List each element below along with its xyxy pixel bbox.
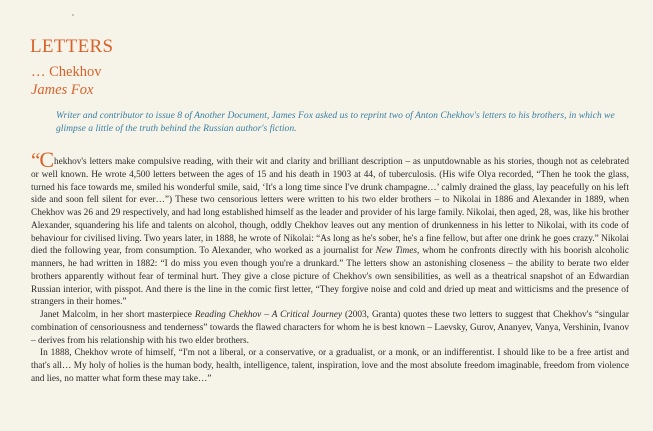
author-name: James Fox: [31, 82, 94, 98]
section-title: LETTERS: [30, 36, 114, 57]
article-subject: … Chekhov: [31, 64, 102, 80]
drop-cap: C: [39, 147, 55, 172]
paragraph-1-italic: New Times: [375, 246, 417, 257]
standfirst: Writer and contributor to issue 8 of Another Document, James Fox asked us to reprint two of Anton Chekhov's letters to his brothers, in which we glimpse a little of the truth behind the Russian author's fiction.: [56, 110, 615, 134]
paragraph-1-text-b: , whom he confronts directly with his boorish alcoholic manners, he had written in 1882: “I do miss you even though you're a drunkard.” The letters show an astonishing closeness – the ability to berate two elder brothers apparently without fear of terminal hurt. They give a close picture of Chekhov's own sensibilities, as well as a theatrical snapshot of an Edwardian Russian interior, with pisspot. And there is the line in the comic first letter, “They forgive noise and cold and dried up meat and witticisms and the presence of strangers in their homes.”: [31, 246, 629, 308]
page-speck: [72, 14, 74, 16]
paragraph-3: In 1888, Chekhov wrote of himself, “I'm not a liberal, or a conservative, or a gradualist, or a monk, or an indifferentist. I should like to be a free artist and that's all… My holy of holies is the human body, health, intelligence, talent, inspiration, love and the most absolute freedom imaginable, freedom from violence and lies, no matter what form these may take…”: [31, 348, 629, 384]
paragraph-2-italic: Reading Chekhov – A Critical Journey: [194, 310, 343, 320]
paragraph-1: [31, 147, 629, 309]
paragraph-2-text-a: Janet Malcolm, in her short masterpiece: [40, 310, 195, 320]
open-quote-mark: “: [31, 148, 40, 172]
paragraph-2: [31, 309, 629, 347]
paragraph-2-text-b: (2003, Granta) quotes these two letters to suggest that Chekhov's “singular combination of censoriousness and tenderness” towards the flawed characters for whom he is best known – Laevsky, Gurov, Ananyev, Vanya, Vershinin, Ivanov – derives from his relationship with his two elder brothers.: [31, 310, 630, 346]
article-body: [31, 147, 630, 386]
paragraph-1-text-a: hekhov's letters make compulsive reading, with their wit and clarity and brilliant description – as unputdownable as his stories, though not as celebrated or well known. He wrote 4,500 letters between the ages of 15 and his death in 1903 at 44, of tuberculosis. (His wife Olya recorded, “Then he took the glass, turned his face towards me, smiled his wonderful smile, said, ‘It's a long time since I've drunk champagne…’ calmly drained the glass, lay peacefully on his left side and soon fell silent for ever…”) These two censorious letters were written to his two elder brothers – to Nikolai in 1886 and Alexander in 1889, when Chekhov was 26 and 29 respectively, and had long established himself as the leader and provider of his large family. Nikolai, then aged, 28, was, like his brother Alexander, squandering his life and talents on alcohol, though, oddly Chekhov leaves out any mention of drunkenness in his letter to Nikolai, with its code of behaviour for civilised living. Two years later, in 1888, he wrote of Nikolai: “As long as he's sober, he's a fine fellow, but after one drink he goes crazy.” Nikolai died the following year, from consumption. To Alexander, who worked as a journalist for: [31, 157, 629, 257]
